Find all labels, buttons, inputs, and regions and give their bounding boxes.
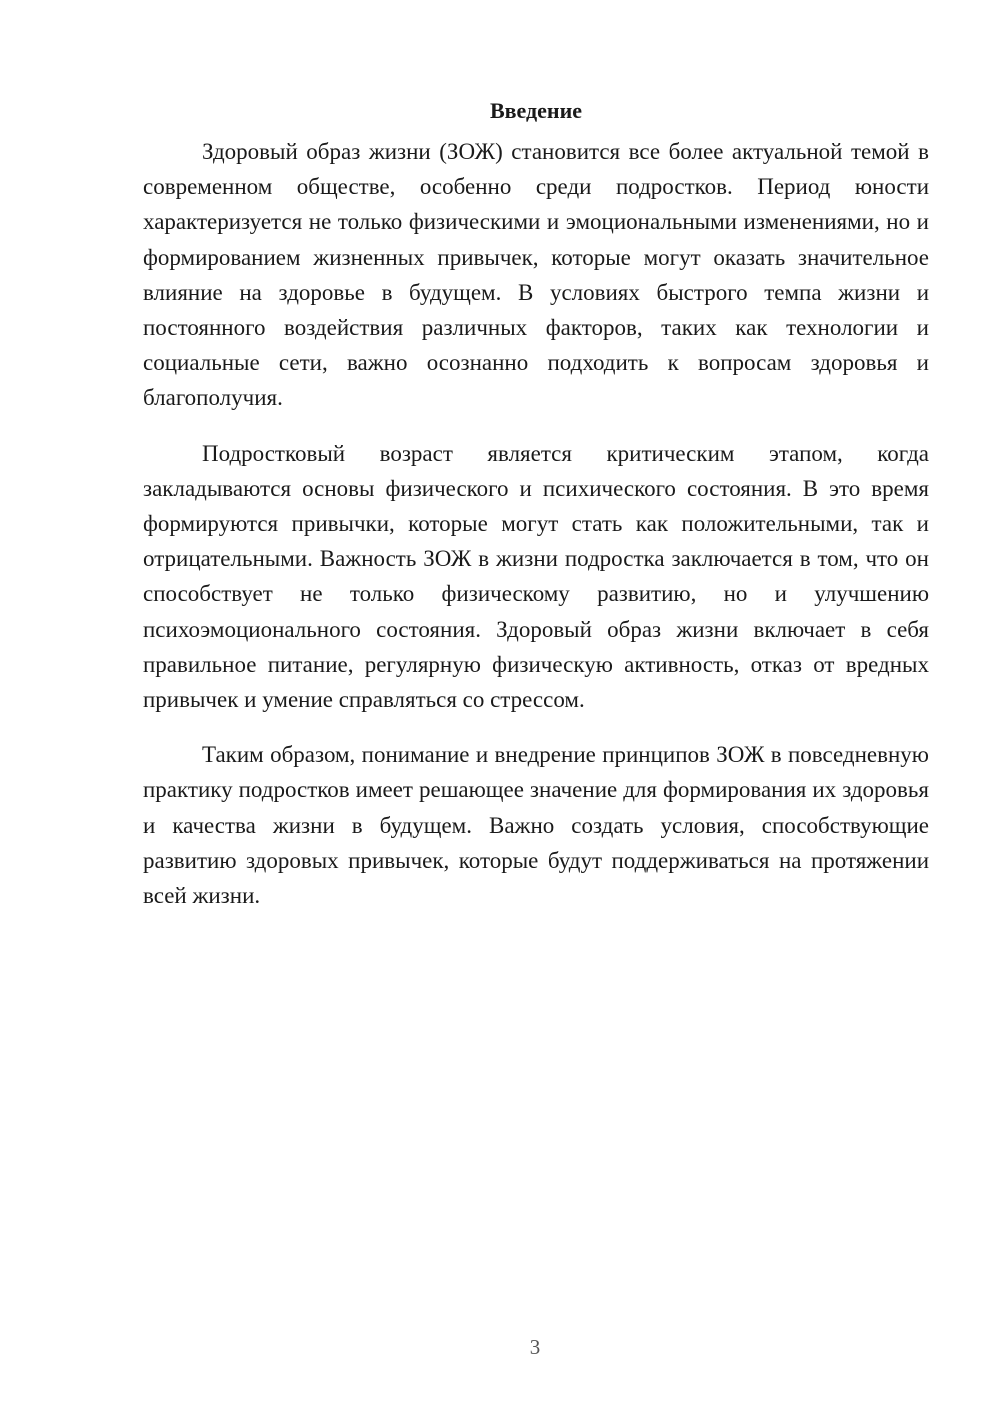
paragraph-1: Здоровый образ жизни (ЗОЖ) становится все более актуальной темой в современном обществе, особенно среди подростков. Период юности характеризуется не только физическими и эмоциональными изменениями, но и формированием жизненных привычек, которые могут оказать значительное влияние на здоровье в будущем. В условиях быстрого темпа жизни и постоянного воздействия различных факторов, таких как технологии и социальные сети, важно осознанно подходить к вопросам здоровья и благополучия.	[143, 139, 929, 411]
section-heading: Введение	[489, 98, 583, 123]
document-body	[143, 96, 929, 933]
paragraph-2: Подростковый возраст является критическим этапом, когда закладываются основы физического и психического состояния. В это время формируются привычки, которые могут стать как положительными, так и отрицательными. Важность ЗОЖ в жизни подростка заключается в том, что он способствует не только физическому развитию, но и улучшению психоэмоционального состояния. Здоровый образ жизни включает в себя правильное питание, регулярную физическую активность, отказ от вредных привычек и умение справляться со стрессом.	[143, 440, 929, 713]
page-number: 3	[529, 1335, 541, 1359]
paragraph-3: Таким образом, понимание и внедрение принципов ЗОЖ в повседневную практику подростков имеет решающее значение для формирования их здоровья и качества жизни в будущем. Важно создать условия, способствующие развитию здоровых привычек, которые будут поддерживаться на протяжении всей жизни.	[143, 742, 929, 909]
